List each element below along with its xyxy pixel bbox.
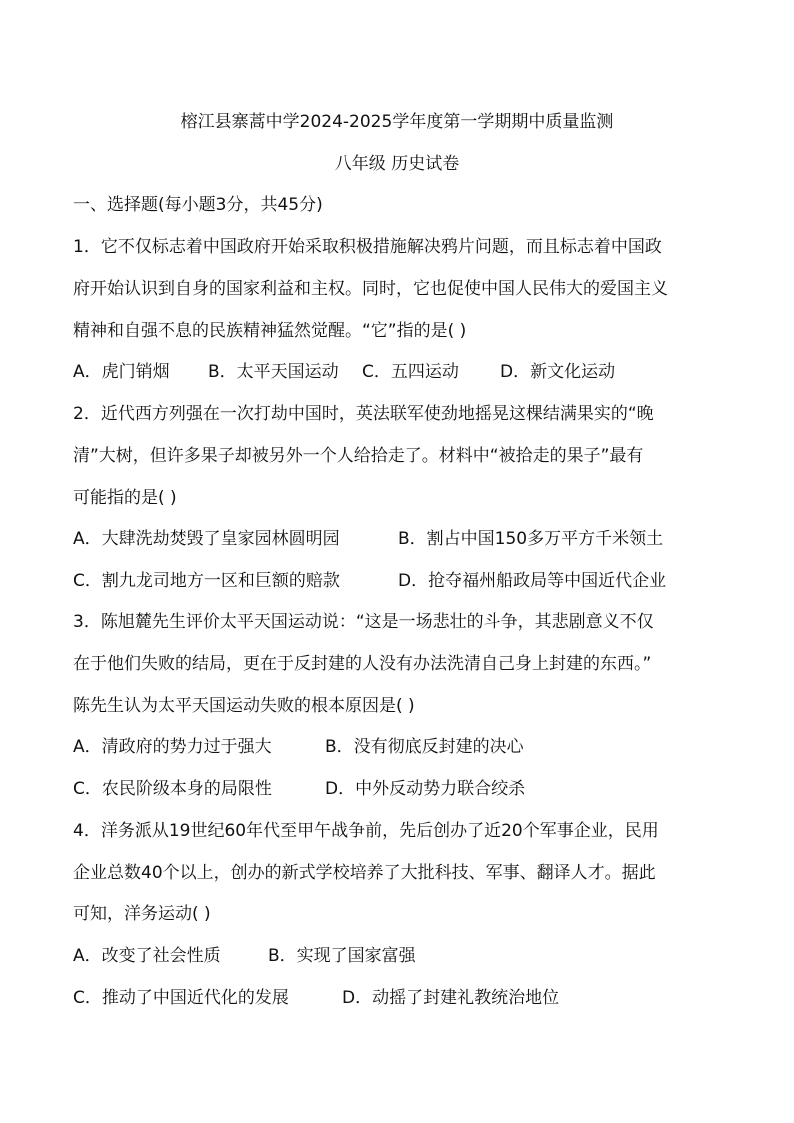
question-line: 企业总数40个以上，创办的新式学校培养了大批科技、军事、翻译人才。据此 bbox=[73, 863, 656, 883]
question-line: 可知，洋务运动( ) bbox=[73, 904, 211, 924]
question-line: 府开始认识到自身的国家利益和主权。同时，它也促使中国人民伟大的爱国主义 bbox=[73, 279, 668, 299]
section-heading: 一、选择题(每小题3分，共45分) bbox=[73, 195, 323, 215]
option-d: D．中外反动势力联合绞杀 bbox=[325, 779, 526, 799]
exam-title: 榕江县寨蒿中学2024-2025学年度第一学期期中质量监测 bbox=[180, 112, 614, 132]
option-a: A．虎门销烟 bbox=[73, 362, 170, 382]
option-a: A．清政府的势力过于强大 bbox=[73, 737, 272, 757]
question-line: 陈先生认为太平天国运动失败的根本原因是( ) bbox=[73, 696, 415, 716]
question-line: 在于他们失败的结局，更在于反封建的人没有办法洗清自己身上封建的东西。” bbox=[73, 654, 652, 674]
question-line: 精神和自强不息的民族精神猛然觉醒。“它”指的是( ) bbox=[73, 321, 467, 341]
option-c: C．农民阶级本身的局限性 bbox=[73, 779, 272, 799]
option-c: C．推动了中国近代化的发展 bbox=[73, 988, 289, 1008]
option-d: D．新文化运动 bbox=[500, 362, 616, 382]
option-b: B．没有彻底反封建的决心 bbox=[325, 737, 524, 757]
exam-subtitle: 八年级 历史试卷 bbox=[334, 154, 460, 174]
option-c: C．割九龙司地方一区和巨额的赔款 bbox=[73, 571, 340, 591]
option-b: B．太平天国运动 bbox=[208, 362, 339, 382]
question-line: 3．陈旭麓先生评价太平天国运动说：“这是一场悲壮的斗争，其悲剧意义不仅 bbox=[73, 612, 654, 632]
question-line: 可能指的是( ) bbox=[73, 488, 177, 508]
option-d: D．抢夺福州船政局等中国近代企业 bbox=[398, 571, 667, 591]
question-line: 4．洋务派从19世纪60年代至甲午战争前，先后创办了近20个军事企业，民用 bbox=[73, 821, 659, 841]
option-a: A．改变了社会性质 bbox=[73, 946, 221, 966]
option-b: B．实现了国家富强 bbox=[268, 946, 416, 966]
option-b: B．割占中国150多万平方千米领土 bbox=[398, 529, 664, 549]
option-d: D．动摇了封建礼教统治地位 bbox=[342, 988, 560, 1008]
option-c: C．五四运动 bbox=[362, 362, 459, 382]
option-a: A．大肆洗劫焚毁了皇家园林圆明园 bbox=[73, 529, 340, 549]
question-line: 1．它不仅标志着中国政府开始采取积极措施解决鸦片问题，而且标志着中国政 bbox=[73, 237, 662, 257]
question-line: 2．近代西方列强在一次打劫中国时，英法联军使劲地摇晃这棵结满果实的“晚 bbox=[73, 404, 654, 424]
question-line: 清”大树，但许多果子却被另外一个人给拾走了。材料中“被拾走的果子”最有 bbox=[73, 446, 644, 466]
